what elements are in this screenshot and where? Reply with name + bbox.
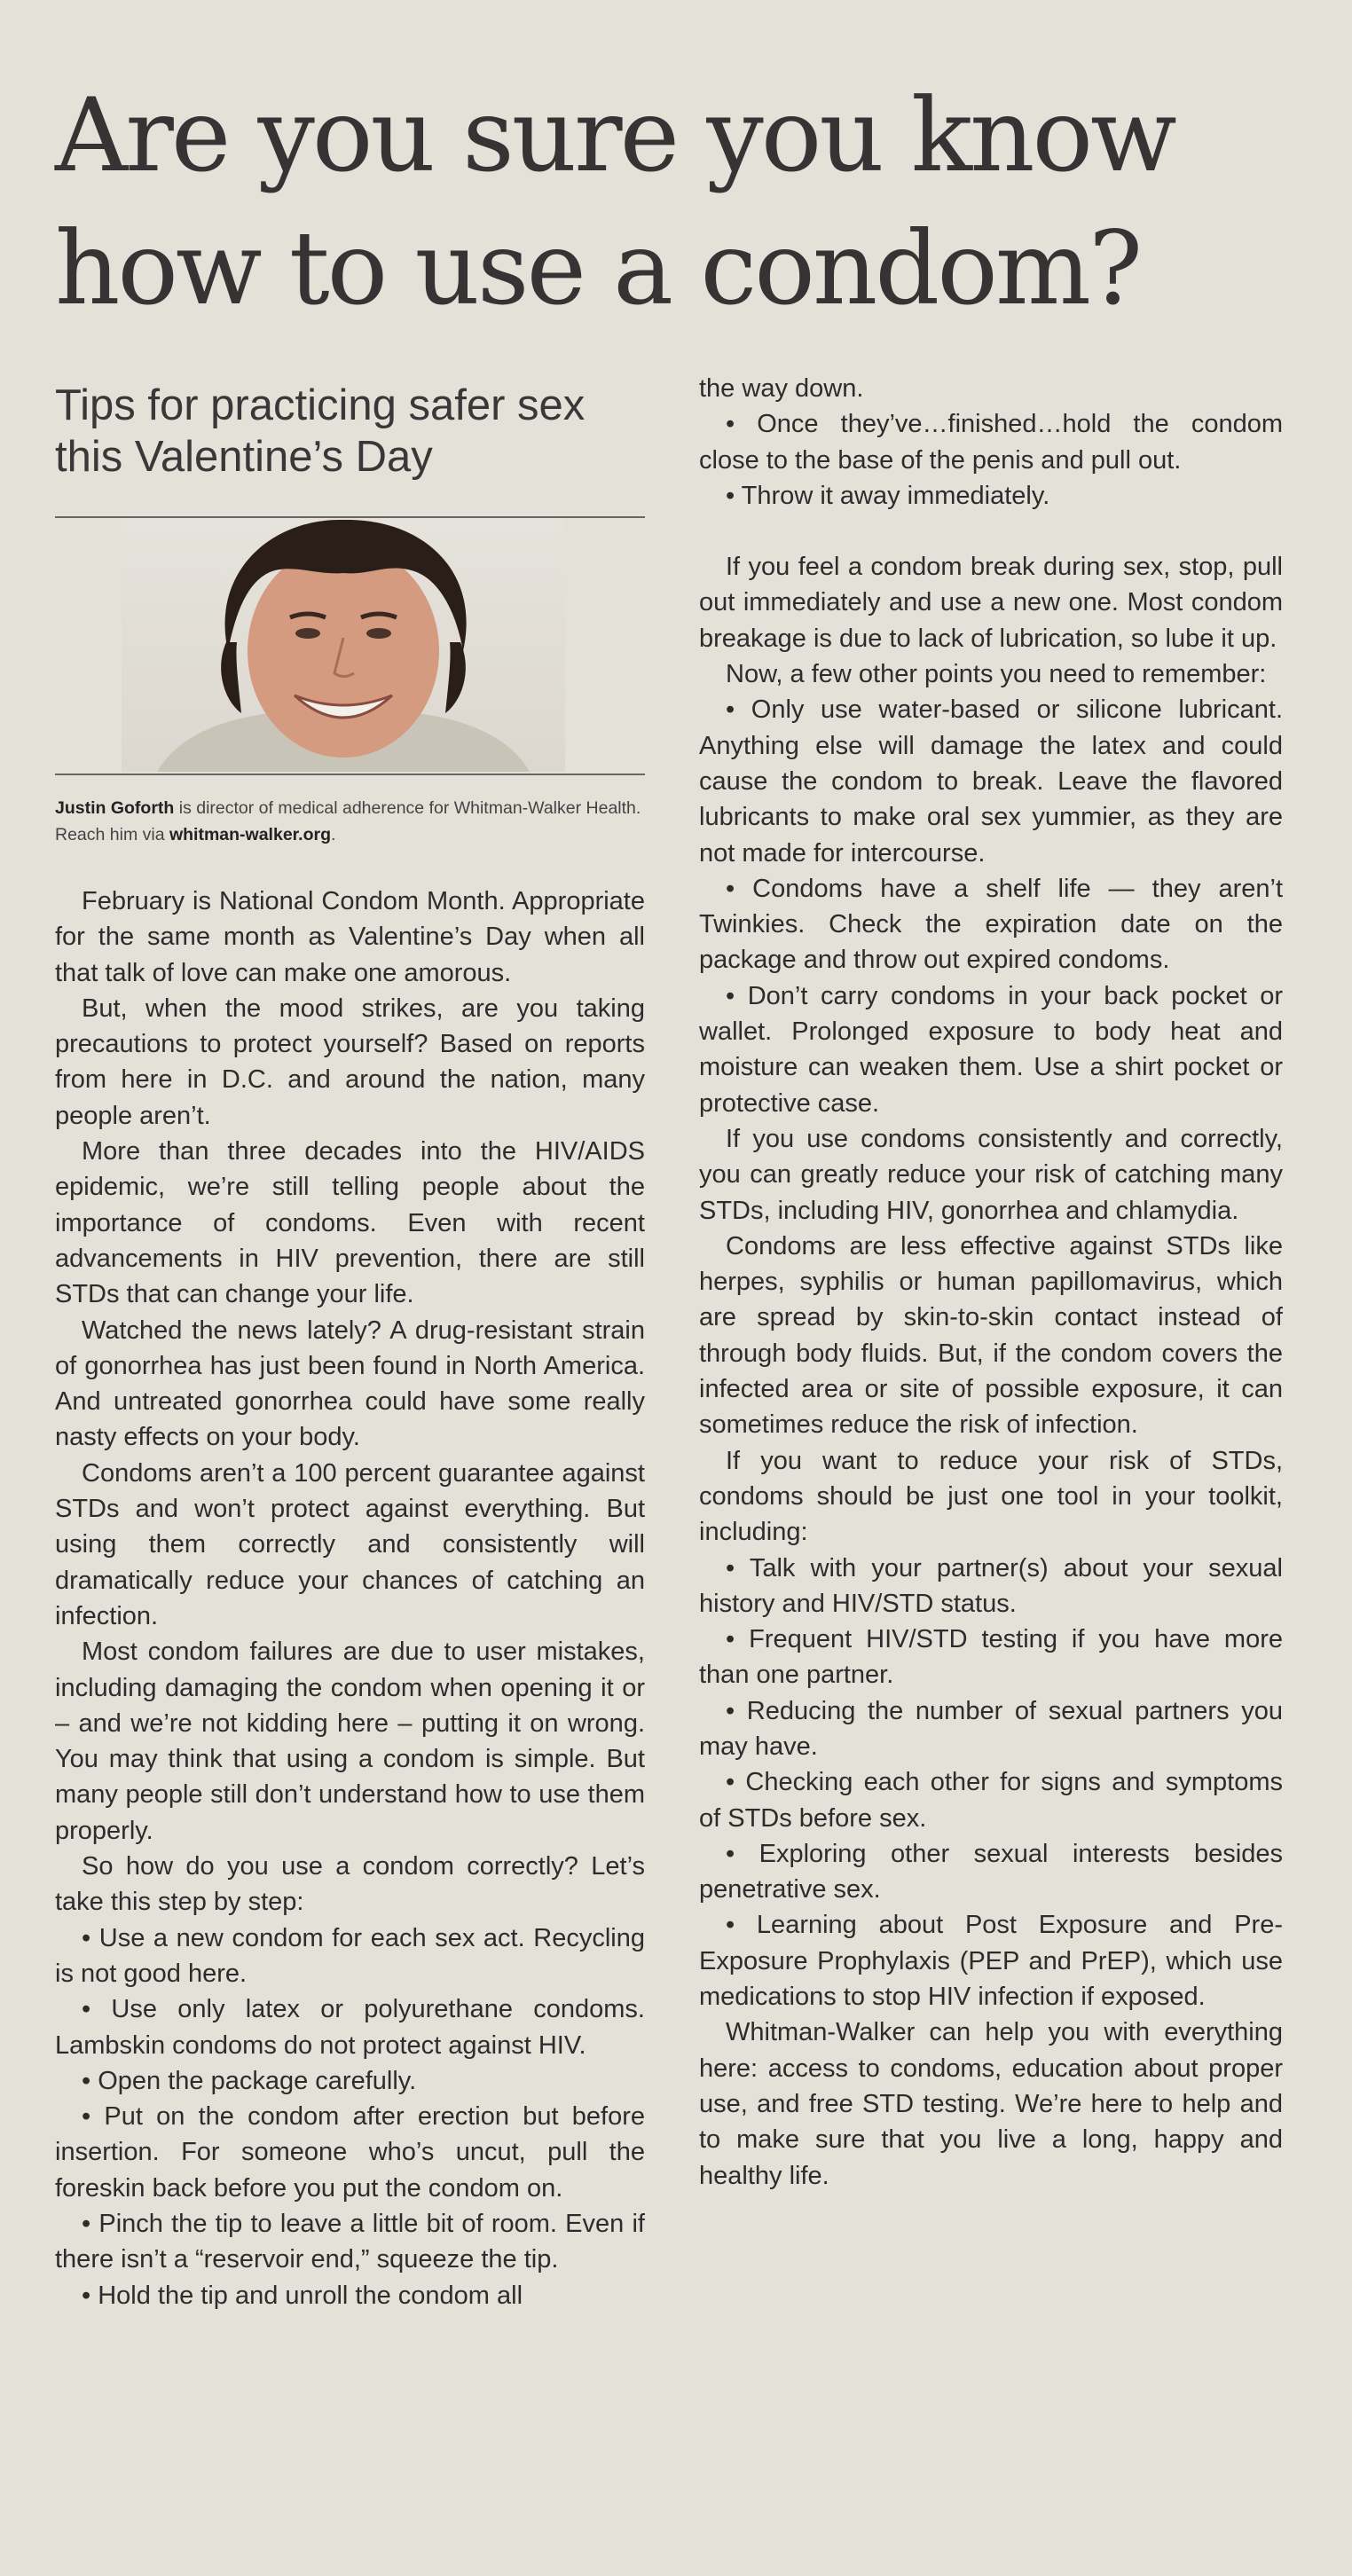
headline-line-1: Are you sure you know (55, 76, 1175, 194)
author-name: Justin Goforth (55, 798, 175, 818)
bullet-item: • Hold the tip and unroll the condom all (82, 2281, 523, 2310)
bullet-item: • Talk with your partner(s) about your sexual history and HIV/STD status. (699, 1553, 1283, 1618)
left-column (55, 371, 645, 2313)
body-paragraph: More than three decades into the HIV/AIDS epidemic, we’re still telling people about the importance of condoms. Even with recent advancements in HIV prevention, there are still STDs that can change your life. (55, 1137, 645, 1309)
body-paragraph: If you feel a condom break during sex, stop, pull out immediately and use a new one. Most condom breakage is due to lack of lubrication, so lube it up. (699, 553, 1283, 653)
bullet-item: • Don’t carry condoms in your back pocket or wallet. Prolonged exposure to body heat and moisture can weaken them. Use a shirt pocket or protective case. (699, 981, 1283, 1118)
bullet-item: • Only use water-based or silicone lubricant. Anything else will damage the latex and could cause the condom to break. Leave the flavored lubricants to make oral sex yummier, as they are not made for intercourse. (699, 695, 1283, 868)
headline (55, 69, 1297, 335)
bullet-item: • Pinch the tip to leave a little bit of room. Even if there isn’t a “reservoir end,” squeeze the tip. (55, 2209, 645, 2274)
body-paragraph: If you use condoms consistently and correctly, you can greatly reduce your risk of catching many STDs, including HIV, gonorrhea and chlamydia. (699, 1124, 1283, 1225)
headline-line-2: how to use a condom? (55, 209, 1141, 327)
subheadline: Tips for practicing safer sex this Valentine’s Day (55, 381, 586, 481)
bullet-item: • Exploring other sexual interests besides penetrative sex. (699, 1839, 1283, 1905)
body-paragraph: Condoms aren’t a 100 percent guarantee against STDs and won’t protect against everything. But using them correctly and consistently will dramatically reduce your chances of catching an infection. (55, 1458, 645, 1630)
bullet-item: • Checking each other for signs and symptoms of STDs before sex. (699, 1768, 1283, 1833)
continued-text: the way down. (699, 374, 864, 403)
bullet-item: • Condoms have a shelf life — they aren’t Twinkies. Check the expiration date on the package and throw out expired condoms. (699, 874, 1283, 975)
body-paragraph: Now, a few other points you need to remember: (726, 660, 1267, 689)
body-paragraph: If you want to reduce your risk of STDs, condoms should be just one tool in your toolkit, including: (699, 1446, 1283, 1547)
author-website[interactable]: whitman-walker.org (169, 825, 332, 844)
bullet-item: • Open the package carefully. (82, 2066, 417, 2095)
body-paragraph: Condoms are less effective against STDs like herpes, syphilis or human papillomavirus, which are spread by skin-to-skin contact instead of through body fluids. But, if the condom covers the infected area or site of possible exposure, it can sometimes reduce the risk of infection. (699, 1231, 1283, 1440)
bullet-item: • Throw it away immediately. (726, 481, 1050, 510)
author-bio-end: . (331, 825, 336, 844)
author-bio: is director of medical adherence for Whitman-Walker Health. Reach him via (55, 798, 641, 844)
author-photo-frame (55, 516, 645, 775)
bullet-item: • Put on the condom after erection but before insertion. For someone who’s uncut, pull the foreskin back before you put the condom on. (55, 2102, 645, 2203)
body-paragraph: Watched the news lately? A drug-resistant strain of gonorrhea has just been found in North America. And untreated gonorrhea could have some really nasty effects on your body. (55, 1315, 645, 1452)
body-paragraph: So how do you use a condom correctly? Let’s take this step by step: (55, 1852, 645, 1917)
author-photo (122, 518, 565, 772)
bullet-item: • Reducing the number of sexual partners you may have. (699, 1696, 1283, 1761)
left-body (55, 884, 645, 2313)
bullet-item: • Once they’ve…finished…hold the condom close to the base of the penis and pull out. (699, 410, 1283, 475)
bullet-item: • Frequent HIV/STD testing if you have more than one partner. (699, 1625, 1283, 1690)
body-paragraph: February is National Condom Month. Appropriate for the same month as Valentine’s Day when all that talk of love can make one amorous. (55, 887, 645, 987)
body-paragraph: But, when the mood strikes, are you taking precautions to protect yourself? Based on reports from here in D.C. and around the nation, many people aren’t. (55, 993, 645, 1130)
right-column (699, 371, 1283, 2194)
bullet-item: • Use only latex or polyurethane condoms. Lambskin condoms do not protect against HIV. (55, 1995, 645, 2060)
paragraph-gap (699, 514, 1283, 549)
closing-paragraph: Whitman-Walker can help you with everything here: access to condoms, education about proper use, and free STD testing. We’re here to help and to make sure that you live a long, happy and healthy life. (699, 2018, 1283, 2190)
body-paragraph: Most condom failures are due to user mistakes, including damaging the condom when opening it or – and we’re not kidding here – putting it on wrong. You may think that using a condom is simple. But many people still don’t understand how to use them properly. (55, 1637, 645, 1845)
bullet-item: • Learning about Post Exposure and Pre-Exposure Prophylaxis (PEP and PrEP), which use medications to stop HIV infection if exposed. (699, 1911, 1283, 2012)
author-caption (55, 795, 645, 848)
bullet-item: • Use a new condom for each sex act. Recycling is not good here. (55, 1923, 645, 1988)
